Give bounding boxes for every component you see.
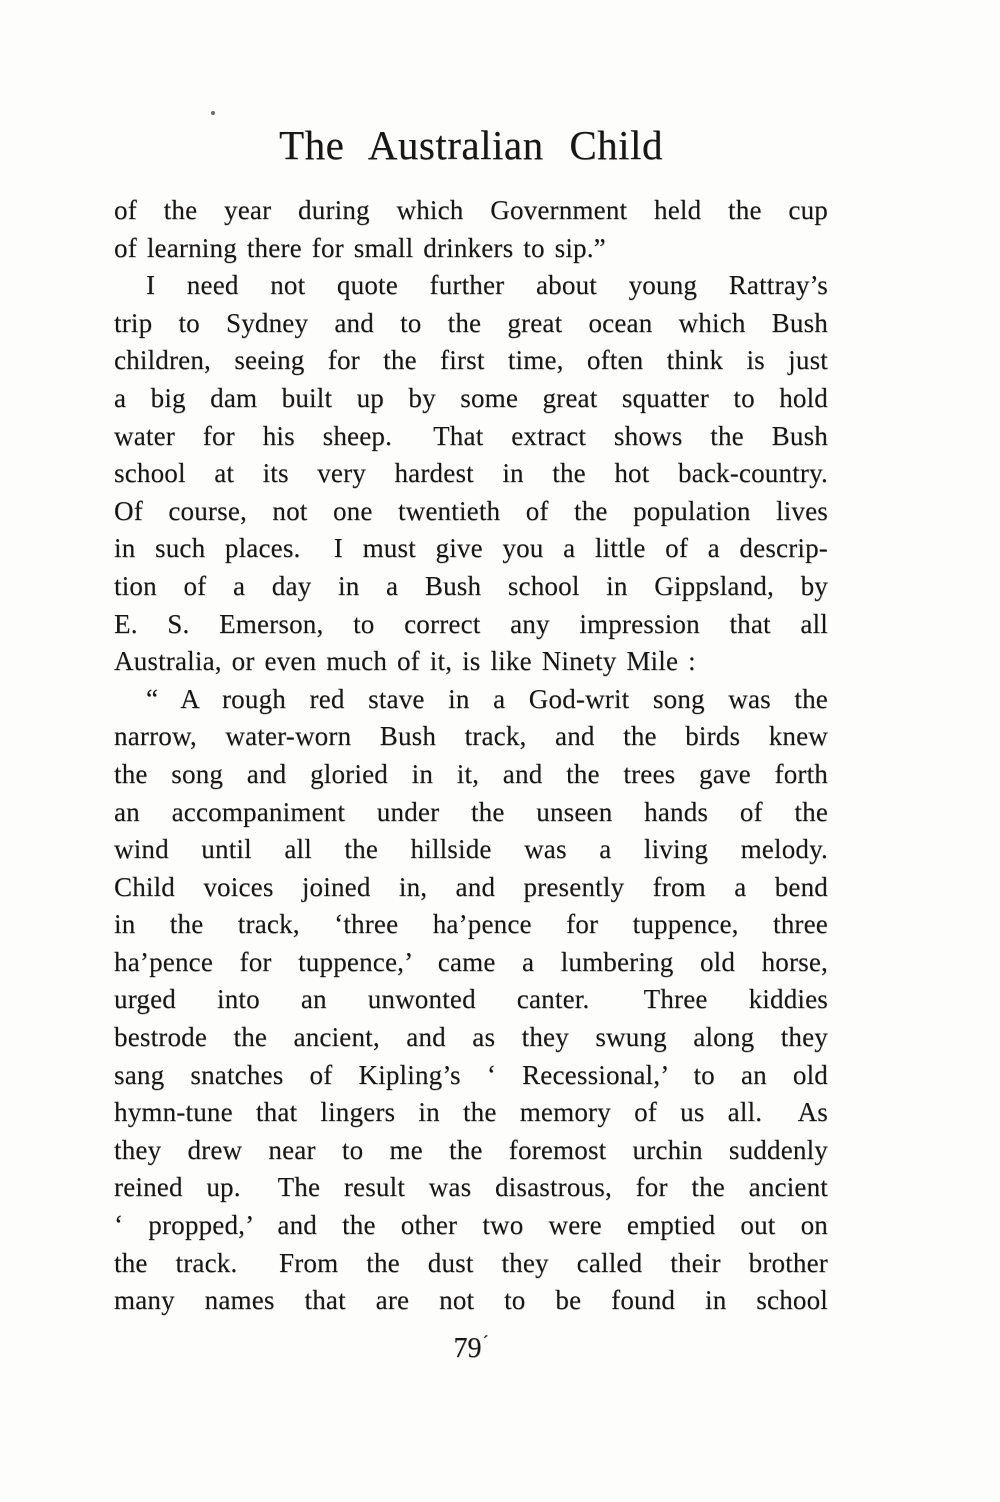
page-number-mark: ˊ <box>482 1331 489 1352</box>
text-line: of the year during which Government held the cup <box>114 195 828 225</box>
text-line: wind until all the hillside was a living melody. <box>114 834 828 865</box>
text-line: Australia, or even much of it, is like Ninety Mile : <box>114 646 696 677</box>
text-block <box>114 122 828 1365</box>
text-line: E. S. Emerson, to correct any impression that all <box>114 608 828 639</box>
text-line: an accompaniment under the unseen hands of the <box>114 796 828 827</box>
text-line: children, seeing for the first time, often think is just <box>114 345 828 376</box>
text-line: urged into an unwonted canter. Three kiddies <box>114 984 828 1015</box>
text-line: they drew near to me the foremost urchin suddenly <box>114 1134 828 1165</box>
text-line: “ A rough red stave in a God-writ song was the <box>146 683 828 714</box>
text-line: reined up. The result was disastrous, for the ancient <box>114 1172 828 1203</box>
text-line: in the track, ‘three ha’pence for tuppence, three <box>114 909 828 940</box>
page-number: 79 <box>453 1332 482 1364</box>
text-line: sang snatches of Kipling’s ‘ Recessional,’ to an old <box>114 1059 828 1090</box>
text-line: of learning there for small drinkers to sip.” <box>114 232 606 263</box>
text-line: bestrode the ancient, and as they swung along they <box>114 1022 828 1053</box>
page-number-row <box>114 1326 828 1365</box>
text-line: narrow, water-worn Bush track, and the birds knew <box>114 721 828 752</box>
text-line: in such places. I must give you a little of a descrip- <box>114 533 828 564</box>
text-line: the track. From the dust they called their brother <box>114 1247 828 1278</box>
text-line: a big dam built up by some great squatter to hold <box>114 382 828 413</box>
page-title: The Australian Child <box>279 122 663 168</box>
text-line: tion of a day in a Bush school in Gippsland, by <box>114 570 828 601</box>
text-line: school at its very hardest in the hot back-country. <box>114 458 828 489</box>
text-line: trip to Sydney and to the great ocean which Bush <box>114 307 828 338</box>
text-line: many names that are not to be found in school <box>114 1285 828 1316</box>
text-line: ‘ propped,’ and the other two were emptied out on <box>114 1210 828 1241</box>
text-line: Child voices joined in, and presently from a bend <box>114 871 828 902</box>
text-line: the song and gloried in it, and the trees gave forth <box>114 758 828 789</box>
text-line: I need not quote further about young Rattray’s <box>146 270 828 301</box>
text-line: hymn-tune that lingers in the memory of us all. As <box>114 1097 828 1128</box>
scan-speck <box>211 111 215 115</box>
text-line: Of course, not one twentieth of the population lives <box>114 495 828 526</box>
text-line: ha’pence for tuppence,’ came a lumbering old horse, <box>114 946 828 977</box>
text-line: water for his sheep. That extract shows the Bush <box>114 420 828 451</box>
